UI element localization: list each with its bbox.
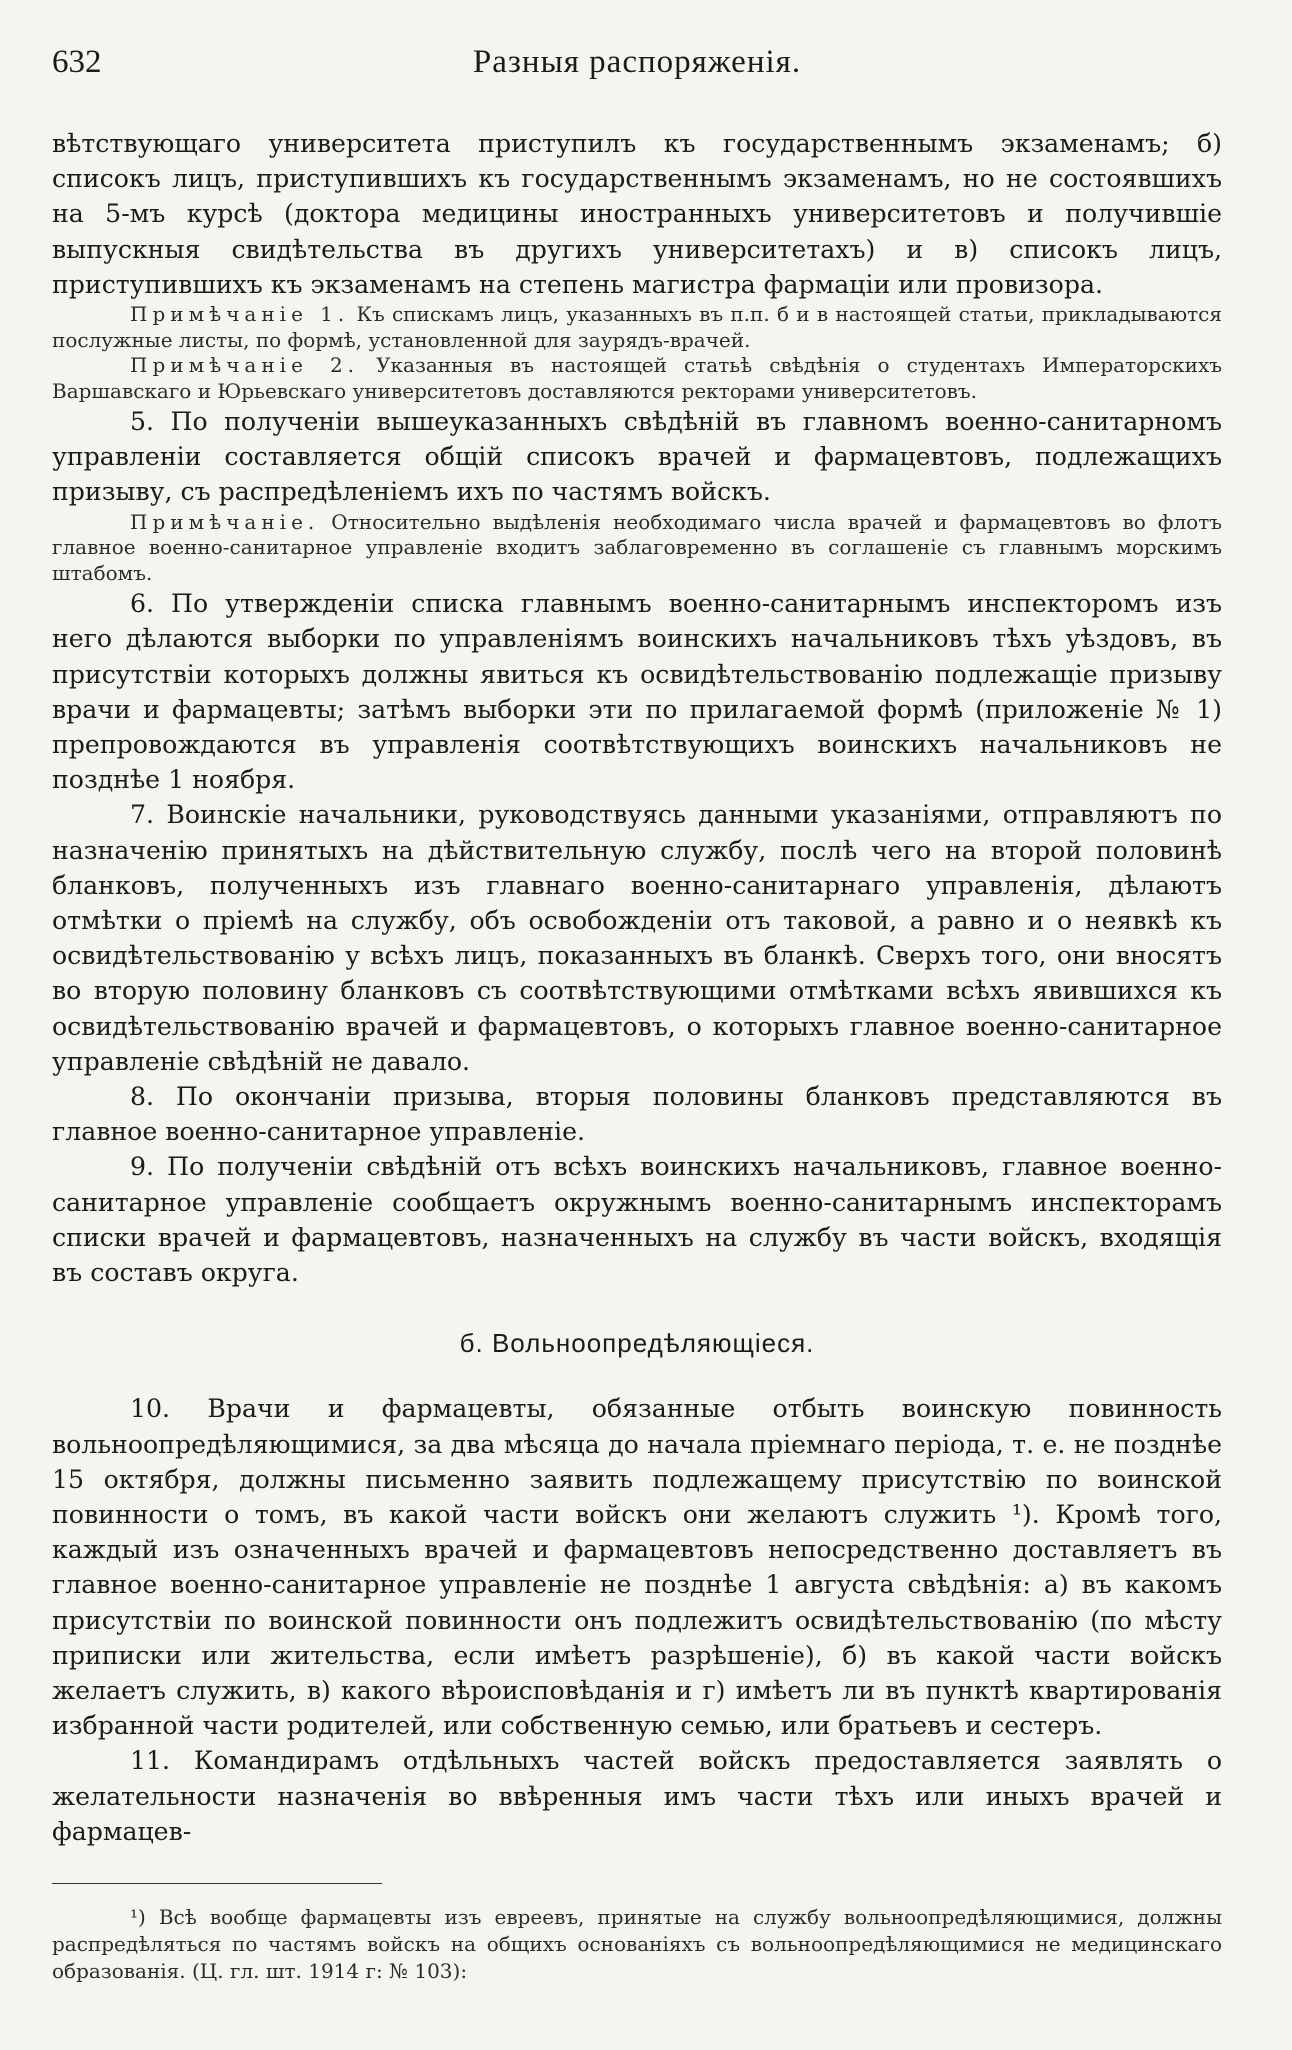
- paragraph-7: 7. Воинскіе начальники, руководствуясь данными указаніями, отправляютъ по назначенію принятыхъ на дѣйствительную службу, послѣ чего на второй половинѣ бланковъ, полученныхъ изъ главнаго военно-санитарнаго управленія, дѣлаютъ отмѣтки о пріемѣ на службу, объ освобожденіи отъ таковой, а равно и о неявкѣ къ освидѣтельствованію у всѣхъ лицъ, показанныхъ въ бланкѣ. Сверхъ того, они вносятъ во вторую половину бланковъ съ соотвѣтствующими отмѣтками всѣхъ явившихся къ освидѣтельствованію врачей и фармацевтовъ, о которыхъ главное военно-санитарное управленіе свѣдѣній не давало.: [52, 800, 1222, 1076]
- paragraph-8: 8. По окончаніи призыва, вторыя половины бланковъ представляются въ главное военно-санитарное управленіе.: [52, 1081, 1222, 1147]
- page-header: [52, 38, 1222, 94]
- note-3-text: Относительно выдѣленія необходимаго числа врачей и фармацевтовъ во флотъ главное военно-санитарное управленіе входитъ заблаговременно въ соглашеніе съ главнымъ морскимъ штабомъ.: [52, 509, 1222, 585]
- paragraph-9: 9. По полученіи свѣдѣній отъ всѣхъ воинскихъ начальниковъ, главное военно-санитарное управленіе сообщаетъ окружнымъ военно-санитарнымъ инспекторамъ списки врачей и фармацевтовъ, назначенныхъ на службу въ части войскъ, входящія въ составъ округа.: [52, 1152, 1222, 1287]
- note-3: [52, 510, 1222, 587]
- document-page: [52, 38, 1222, 1985]
- body-text: [52, 126, 1222, 1985]
- note-2-label: Примѣчаніе 2.: [130, 353, 360, 378]
- note-1-label: Примѣчаніе 1.: [130, 302, 350, 327]
- page-number: 632: [52, 44, 102, 80]
- paragraph-5: 5. По полученіи вышеуказанныхъ свѣдѣній въ главномъ военно-санитарномъ управленіи составляется общій списокъ врачей и фармацевтовъ, подлежащихъ призыву, съ распредѣленіемъ ихъ по частямъ войскъ.: [52, 407, 1222, 507]
- paragraph-11: 11. Командирамъ отдѣльныхъ частей войскъ предоставляется заявлять о желательности назначенія во ввѣренныя имъ части тѣхъ или иныхъ врачей и фармацев-: [52, 1746, 1222, 1846]
- footnote: ¹) Всѣ вообще фармацевты изъ евреевъ, принятые на службу вольноопредѣляющимися, должны распредѣляться по частямъ войскъ на общихъ основаніяхъ съ вольноопредѣляющимися не медицинскаго образованія. (Ц. гл. шт. 1914 г: № 103):: [52, 1905, 1222, 1984]
- note-3-label: Примѣчаніе.: [130, 509, 320, 534]
- paragraph-6: 6. По утвержденіи списка главнымъ военно-санитарнымъ инспекторомъ изъ него дѣлаются выборки по управленіямъ воинскихъ начальниковъ тѣхъ уѣздовъ, въ присутствіи которыхъ должны явиться къ освидѣтельствованію подлежащіе призыву врачи и фармацевты; затѣмъ выборки эти по прилагаемой формѣ (приложеніе № 1) препровождаются въ управленія соотвѣтствующихъ воинскихъ начальниковъ не позднѣе 1 ноября.: [52, 589, 1222, 795]
- running-title: Разныя распоряженія.: [472, 44, 802, 80]
- paragraph-10: 10. Врачи и фармацевты, обязанные отбыть воинскую повинность вольноопредѣляющимися, за два мѣсяца до начала пріемнаго періода, т. е. не позднѣе 15 октября, должны письменно заявить подлежащему присутствію по воинской повинности о томъ, въ какой части войскъ они желаютъ служить ¹). Кромѣ того, каждый изъ означенныхъ врачей и фармацевтовъ непосредственно доставляетъ въ главное военно-санитарное управленіе не позднѣе 1 августа свѣдѣнія: а) въ какомъ присутствіи по воинской повинности онъ подлежитъ освидѣтельствованію (по мѣсту приписки или жительства, если имѣетъ разрѣшеніе), б) въ какой части войскъ желаетъ служить, в) какого вѣроисповѣданія и г) имѣетъ ли въ пунктѣ квартированія избранной части родителей, или собственную семью, или братьевъ и сестеръ.: [52, 1394, 1222, 1741]
- note-1-text: Къ спискамъ лицъ, указанныхъ въ п.п. б и в настоящей статьи, прикладываются послужные листы, по формѣ, установленной для заурядъ-врачей.: [52, 302, 1223, 352]
- note-2: [52, 353, 1222, 404]
- footnote-divider: [52, 1883, 382, 1884]
- section-heading: б. Вольноопредѣляющіеся.: [459, 1328, 815, 1359]
- paragraph-continuation: вѣтствующаго университета приступилъ къ государственнымъ экзаменамъ; б) списокъ лицъ, приступившихъ къ государственнымъ экзаменамъ, но не состоявшихъ на 5-мъ курсѣ (доктора медицины иностранныхъ университетовъ и получившіе выпускныя свидѣтельства въ другихъ университетахъ) и в) списокъ лицъ, приступившихъ къ экзаменамъ на степень магистра фармаціи или провизора.: [52, 129, 1222, 299]
- note-1: [52, 302, 1222, 353]
- note-2-text: Указанныя въ настоящей статьѣ свѣдѣнія о студентахъ Императорскихъ Варшавскаго и Юрьевскаго университетовъ доставляются ректорами университетовъ.: [52, 353, 1222, 403]
